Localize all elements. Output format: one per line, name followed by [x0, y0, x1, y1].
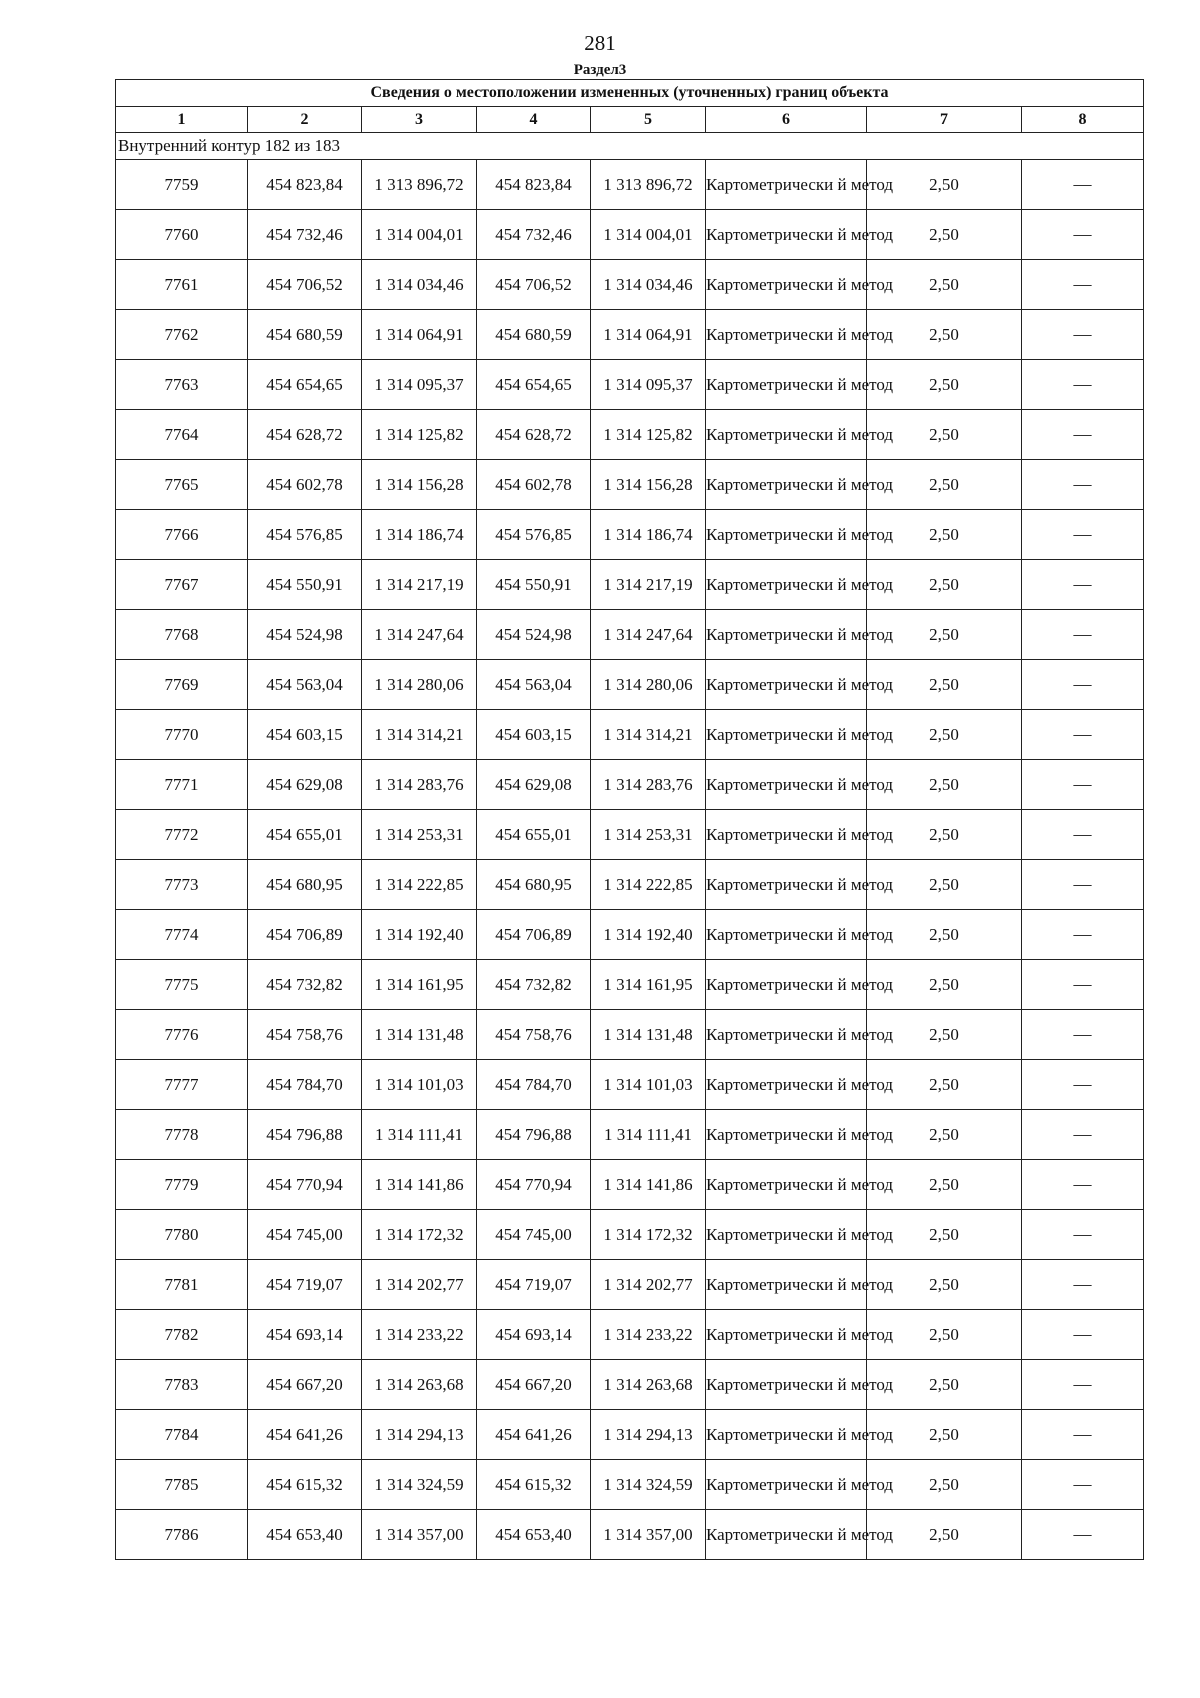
x-new-cell: 454 693,14 [477, 1310, 591, 1360]
x-new-cell: 454 563,04 [477, 660, 591, 710]
contour-label: Внутренний контур 182 из 183 [116, 133, 1144, 160]
table-row [116, 510, 1144, 560]
y-new-cell: 1 314 161,95 [591, 960, 706, 1010]
accuracy-cell: 2,50 [867, 810, 1022, 860]
column-number: 8 [1022, 107, 1144, 133]
description-cell: — [1022, 1460, 1144, 1510]
y-old-cell: 1 314 253,31 [362, 810, 477, 860]
x-old-cell: 454 667,20 [248, 1360, 362, 1410]
y-new-cell: 1 314 172,32 [591, 1210, 706, 1260]
y-new-cell: 1 314 064,91 [591, 310, 706, 360]
x-old-cell: 454 641,26 [248, 1410, 362, 1460]
point-number-cell: 7770 [116, 710, 248, 760]
table-caption: Сведения о местоположении измененных (уточненных) границ объекта [116, 80, 1144, 107]
table-row [116, 1060, 1144, 1110]
x-new-cell: 454 615,32 [477, 1460, 591, 1510]
description-cell: — [1022, 1360, 1144, 1410]
x-new-cell: 454 576,85 [477, 510, 591, 560]
x-old-cell: 454 823,84 [248, 160, 362, 210]
point-number-cell: 7774 [116, 910, 248, 960]
description-cell: — [1022, 310, 1144, 360]
method-cell: Картометрически й метод [706, 1110, 867, 1160]
accuracy-cell: 2,50 [867, 910, 1022, 960]
description-cell: — [1022, 710, 1144, 760]
accuracy-cell: 2,50 [867, 560, 1022, 610]
table-row [116, 360, 1144, 410]
y-old-cell: 1 314 283,76 [362, 760, 477, 810]
table-row [116, 310, 1144, 360]
point-number-cell: 7773 [116, 860, 248, 910]
accuracy-cell: 2,50 [867, 710, 1022, 760]
table-row [116, 760, 1144, 810]
description-cell: — [1022, 1060, 1144, 1110]
x-new-cell: 454 524,98 [477, 610, 591, 660]
y-new-cell: 1 314 324,59 [591, 1460, 706, 1510]
table-row [116, 1160, 1144, 1210]
table-row [116, 1010, 1144, 1060]
method-cell: Картометрически й метод [706, 1060, 867, 1110]
x-new-cell: 454 706,52 [477, 260, 591, 310]
x-old-cell: 454 796,88 [248, 1110, 362, 1160]
page-number: 281 [584, 31, 616, 55]
table-row [116, 460, 1144, 510]
y-new-cell: 1 314 192,40 [591, 910, 706, 960]
description-cell: — [1022, 210, 1144, 260]
x-old-cell: 454 576,85 [248, 510, 362, 560]
point-number-cell: 7785 [116, 1460, 248, 1510]
method-cell: Картометрически й метод [706, 1460, 867, 1510]
y-new-cell: 1 314 034,46 [591, 260, 706, 310]
table-body [116, 80, 1144, 1560]
accuracy-cell: 2,50 [867, 510, 1022, 560]
y-new-cell: 1 314 247,64 [591, 610, 706, 660]
table-row [116, 660, 1144, 710]
x-old-cell: 454 628,72 [248, 410, 362, 460]
table-caption-row [116, 80, 1144, 107]
method-cell: Картометрически й метод [706, 1010, 867, 1060]
accuracy-cell: 2,50 [867, 410, 1022, 460]
description-cell: — [1022, 1410, 1144, 1460]
description-cell: — [1022, 560, 1144, 610]
description-cell: — [1022, 660, 1144, 710]
x-old-cell: 454 770,94 [248, 1160, 362, 1210]
method-cell: Картометрически й метод [706, 410, 867, 460]
accuracy-cell: 2,50 [867, 1360, 1022, 1410]
x-old-cell: 454 603,15 [248, 710, 362, 760]
y-old-cell: 1 314 217,19 [362, 560, 477, 610]
table-row [116, 710, 1144, 760]
table-row [116, 1110, 1144, 1160]
y-new-cell: 1 314 156,28 [591, 460, 706, 510]
accuracy-cell: 2,50 [867, 160, 1022, 210]
description-cell: — [1022, 410, 1144, 460]
accuracy-cell: 2,50 [867, 1060, 1022, 1110]
method-cell: Картометрически й метод [706, 1410, 867, 1460]
point-number-cell: 7764 [116, 410, 248, 460]
accuracy-cell: 2,50 [867, 1110, 1022, 1160]
point-number-cell: 7759 [116, 160, 248, 210]
x-new-cell: 454 602,78 [477, 460, 591, 510]
accuracy-cell: 2,50 [867, 1460, 1022, 1510]
point-number-cell: 7762 [116, 310, 248, 360]
y-new-cell: 1 314 101,03 [591, 1060, 706, 1110]
x-old-cell: 454 784,70 [248, 1060, 362, 1110]
accuracy-cell: 2,50 [867, 460, 1022, 510]
x-old-cell: 454 693,14 [248, 1310, 362, 1360]
y-new-cell: 1 314 131,48 [591, 1010, 706, 1060]
x-old-cell: 454 732,46 [248, 210, 362, 260]
column-number: 5 [591, 107, 706, 133]
x-new-cell: 454 745,00 [477, 1210, 591, 1260]
y-old-cell: 1 314 101,03 [362, 1060, 477, 1110]
description-cell: — [1022, 760, 1144, 810]
description-cell: — [1022, 360, 1144, 410]
x-old-cell: 454 745,00 [248, 1210, 362, 1260]
y-new-cell: 1 314 314,21 [591, 710, 706, 760]
y-old-cell: 1 314 247,64 [362, 610, 477, 660]
description-cell: — [1022, 960, 1144, 1010]
y-old-cell: 1 314 034,46 [362, 260, 477, 310]
x-old-cell: 454 550,91 [248, 560, 362, 610]
x-new-cell: 454 667,20 [477, 1360, 591, 1410]
y-new-cell: 1 314 253,31 [591, 810, 706, 860]
table-row [116, 160, 1144, 210]
y-new-cell: 1 314 233,22 [591, 1310, 706, 1360]
x-new-cell: 454 680,59 [477, 310, 591, 360]
column-number: 4 [477, 107, 591, 133]
y-old-cell: 1 314 141,86 [362, 1160, 477, 1210]
y-new-cell: 1 314 125,82 [591, 410, 706, 460]
description-cell: — [1022, 460, 1144, 510]
x-old-cell: 454 655,01 [248, 810, 362, 860]
x-old-cell: 454 524,98 [248, 610, 362, 660]
y-old-cell: 1 314 263,68 [362, 1360, 477, 1410]
y-old-cell: 1 314 111,41 [362, 1110, 477, 1160]
y-old-cell: 1 314 192,40 [362, 910, 477, 960]
y-old-cell: 1 314 324,59 [362, 1460, 477, 1510]
table-row [116, 1510, 1144, 1560]
x-new-cell: 454 550,91 [477, 560, 591, 610]
method-cell: Картометрически й метод [706, 460, 867, 510]
y-new-cell: 1 313 896,72 [591, 160, 706, 210]
point-number-cell: 7763 [116, 360, 248, 410]
description-cell: — [1022, 810, 1144, 860]
method-cell: Картометрически й метод [706, 560, 867, 610]
column-number: 1 [116, 107, 248, 133]
x-new-cell: 454 603,15 [477, 710, 591, 760]
y-old-cell: 1 314 222,85 [362, 860, 477, 910]
y-new-cell: 1 314 186,74 [591, 510, 706, 560]
point-number-cell: 7776 [116, 1010, 248, 1060]
method-cell: Картометрически й метод [706, 1510, 867, 1560]
x-new-cell: 454 758,76 [477, 1010, 591, 1060]
y-new-cell: 1 314 263,68 [591, 1360, 706, 1410]
description-cell: — [1022, 910, 1144, 960]
accuracy-cell: 2,50 [867, 310, 1022, 360]
x-new-cell: 454 784,70 [477, 1060, 591, 1110]
table-row [116, 910, 1144, 960]
method-cell: Картометрически й метод [706, 210, 867, 260]
method-cell: Картометрически й метод [706, 1210, 867, 1260]
y-new-cell: 1 314 357,00 [591, 1510, 706, 1560]
column-number: 7 [867, 107, 1022, 133]
point-number-cell: 7786 [116, 1510, 248, 1560]
x-old-cell: 454 706,52 [248, 260, 362, 310]
method-cell: Картометрически й метод [706, 1360, 867, 1410]
x-new-cell: 454 629,08 [477, 760, 591, 810]
column-number-row [116, 107, 1144, 133]
table-row [116, 1460, 1144, 1510]
table-row [116, 960, 1144, 1010]
x-new-cell: 454 770,94 [477, 1160, 591, 1210]
y-new-cell: 1 314 202,77 [591, 1260, 706, 1310]
y-new-cell: 1 314 294,13 [591, 1410, 706, 1460]
accuracy-cell: 2,50 [867, 1210, 1022, 1260]
x-new-cell: 454 654,65 [477, 360, 591, 410]
method-cell: Картометрически й метод [706, 160, 867, 210]
description-cell: — [1022, 1260, 1144, 1310]
y-new-cell: 1 314 217,19 [591, 560, 706, 610]
x-new-cell: 454 641,26 [477, 1410, 591, 1460]
table-row [116, 1360, 1144, 1410]
accuracy-cell: 2,50 [867, 1160, 1022, 1210]
point-number-cell: 7766 [116, 510, 248, 560]
point-number-cell: 7768 [116, 610, 248, 660]
point-number-cell: 7783 [116, 1360, 248, 1410]
point-number-cell: 7761 [116, 260, 248, 310]
accuracy-cell: 2,50 [867, 1260, 1022, 1310]
x-old-cell: 454 615,32 [248, 1460, 362, 1510]
x-new-cell: 454 655,01 [477, 810, 591, 860]
point-number-cell: 7769 [116, 660, 248, 710]
description-cell: — [1022, 860, 1144, 910]
description-cell: — [1022, 1310, 1144, 1360]
point-number-cell: 7784 [116, 1410, 248, 1460]
method-cell: Картометрически й метод [706, 510, 867, 560]
table-row [116, 210, 1144, 260]
description-cell: — [1022, 1010, 1144, 1060]
column-number: 2 [248, 107, 362, 133]
table-row [116, 1410, 1144, 1460]
x-new-cell: 454 628,72 [477, 410, 591, 460]
accuracy-cell: 2,50 [867, 360, 1022, 410]
method-cell: Картометрически й метод [706, 660, 867, 710]
x-old-cell: 454 654,65 [248, 360, 362, 410]
y-old-cell: 1 314 294,13 [362, 1410, 477, 1460]
description-cell: — [1022, 260, 1144, 310]
y-old-cell: 1 313 896,72 [362, 160, 477, 210]
point-number-cell: 7777 [116, 1060, 248, 1110]
boundary-coordinates-table [115, 79, 1144, 1560]
method-cell: Картометрически й метод [706, 1260, 867, 1310]
method-cell: Картометрически й метод [706, 610, 867, 660]
method-cell: Картометрически й метод [706, 360, 867, 410]
description-cell: — [1022, 1210, 1144, 1260]
y-new-cell: 1 314 283,76 [591, 760, 706, 810]
y-old-cell: 1 314 064,91 [362, 310, 477, 360]
y-new-cell: 1 314 004,01 [591, 210, 706, 260]
x-old-cell: 454 719,07 [248, 1260, 362, 1310]
section-title: Раздел3 [573, 62, 627, 78]
y-old-cell: 1 314 156,28 [362, 460, 477, 510]
accuracy-cell: 2,50 [867, 660, 1022, 710]
x-new-cell: 454 653,40 [477, 1510, 591, 1560]
point-number-cell: 7771 [116, 760, 248, 810]
x-new-cell: 454 732,46 [477, 210, 591, 260]
y-old-cell: 1 314 280,06 [362, 660, 477, 710]
table-row [116, 860, 1144, 910]
description-cell: — [1022, 510, 1144, 560]
method-cell: Картометрически й метод [706, 1160, 867, 1210]
y-old-cell: 1 314 004,01 [362, 210, 477, 260]
x-new-cell: 454 680,95 [477, 860, 591, 910]
point-number-cell: 7781 [116, 1260, 248, 1310]
method-cell: Картометрически й метод [706, 860, 867, 910]
x-old-cell: 454 602,78 [248, 460, 362, 510]
table-row [116, 1210, 1144, 1260]
accuracy-cell: 2,50 [867, 1310, 1022, 1360]
accuracy-cell: 2,50 [867, 1510, 1022, 1560]
x-old-cell: 454 706,89 [248, 910, 362, 960]
point-number-cell: 7772 [116, 810, 248, 860]
x-old-cell: 454 732,82 [248, 960, 362, 1010]
y-old-cell: 1 314 233,22 [362, 1310, 477, 1360]
point-number-cell: 7775 [116, 960, 248, 1010]
accuracy-cell: 2,50 [867, 860, 1022, 910]
x-new-cell: 454 732,82 [477, 960, 591, 1010]
x-new-cell: 454 796,88 [477, 1110, 591, 1160]
y-old-cell: 1 314 357,00 [362, 1510, 477, 1560]
y-old-cell: 1 314 186,74 [362, 510, 477, 560]
point-number-cell: 7779 [116, 1160, 248, 1210]
y-new-cell: 1 314 141,86 [591, 1160, 706, 1210]
point-number-cell: 7760 [116, 210, 248, 260]
y-old-cell: 1 314 172,32 [362, 1210, 477, 1260]
table-row [116, 610, 1144, 660]
x-old-cell: 454 758,76 [248, 1010, 362, 1060]
y-old-cell: 1 314 095,37 [362, 360, 477, 410]
method-cell: Картометрически й метод [706, 810, 867, 860]
point-number-cell: 7765 [116, 460, 248, 510]
method-cell: Картометрически й метод [706, 310, 867, 360]
y-new-cell: 1 314 111,41 [591, 1110, 706, 1160]
accuracy-cell: 2,50 [867, 210, 1022, 260]
column-number: 6 [706, 107, 867, 133]
accuracy-cell: 2,50 [867, 260, 1022, 310]
y-old-cell: 1 314 125,82 [362, 410, 477, 460]
description-cell: — [1022, 1510, 1144, 1560]
method-cell: Картометрически й метод [706, 710, 867, 760]
accuracy-cell: 2,50 [867, 610, 1022, 660]
y-old-cell: 1 314 314,21 [362, 710, 477, 760]
description-cell: — [1022, 1110, 1144, 1160]
table-row [116, 560, 1144, 610]
description-cell: — [1022, 610, 1144, 660]
contour-row [116, 133, 1144, 160]
point-number-cell: 7778 [116, 1110, 248, 1160]
y-old-cell: 1 314 131,48 [362, 1010, 477, 1060]
y-new-cell: 1 314 280,06 [591, 660, 706, 710]
x-old-cell: 454 680,95 [248, 860, 362, 910]
x-old-cell: 454 680,59 [248, 310, 362, 360]
x-new-cell: 454 719,07 [477, 1260, 591, 1310]
y-new-cell: 1 314 222,85 [591, 860, 706, 910]
method-cell: Картометрически й метод [706, 260, 867, 310]
table-row [116, 260, 1144, 310]
description-cell: — [1022, 1160, 1144, 1210]
description-cell: — [1022, 160, 1144, 210]
accuracy-cell: 2,50 [867, 760, 1022, 810]
accuracy-cell: 2,50 [867, 1010, 1022, 1060]
y-new-cell: 1 314 095,37 [591, 360, 706, 410]
x-new-cell: 454 706,89 [477, 910, 591, 960]
table-row [116, 410, 1144, 460]
y-old-cell: 1 314 161,95 [362, 960, 477, 1010]
column-number: 3 [362, 107, 477, 133]
method-cell: Картометрически й метод [706, 760, 867, 810]
method-cell: Картометрически й метод [706, 910, 867, 960]
table-row [116, 1260, 1144, 1310]
method-cell: Картометрически й метод [706, 960, 867, 1010]
x-old-cell: 454 563,04 [248, 660, 362, 710]
x-new-cell: 454 823,84 [477, 160, 591, 210]
y-old-cell: 1 314 202,77 [362, 1260, 477, 1310]
x-old-cell: 454 653,40 [248, 1510, 362, 1560]
x-old-cell: 454 629,08 [248, 760, 362, 810]
table-row [116, 810, 1144, 860]
point-number-cell: 7767 [116, 560, 248, 610]
point-number-cell: 7780 [116, 1210, 248, 1260]
table-row [116, 1310, 1144, 1360]
accuracy-cell: 2,50 [867, 960, 1022, 1010]
point-number-cell: 7782 [116, 1310, 248, 1360]
method-cell: Картометрически й метод [706, 1310, 867, 1360]
accuracy-cell: 2,50 [867, 1410, 1022, 1460]
